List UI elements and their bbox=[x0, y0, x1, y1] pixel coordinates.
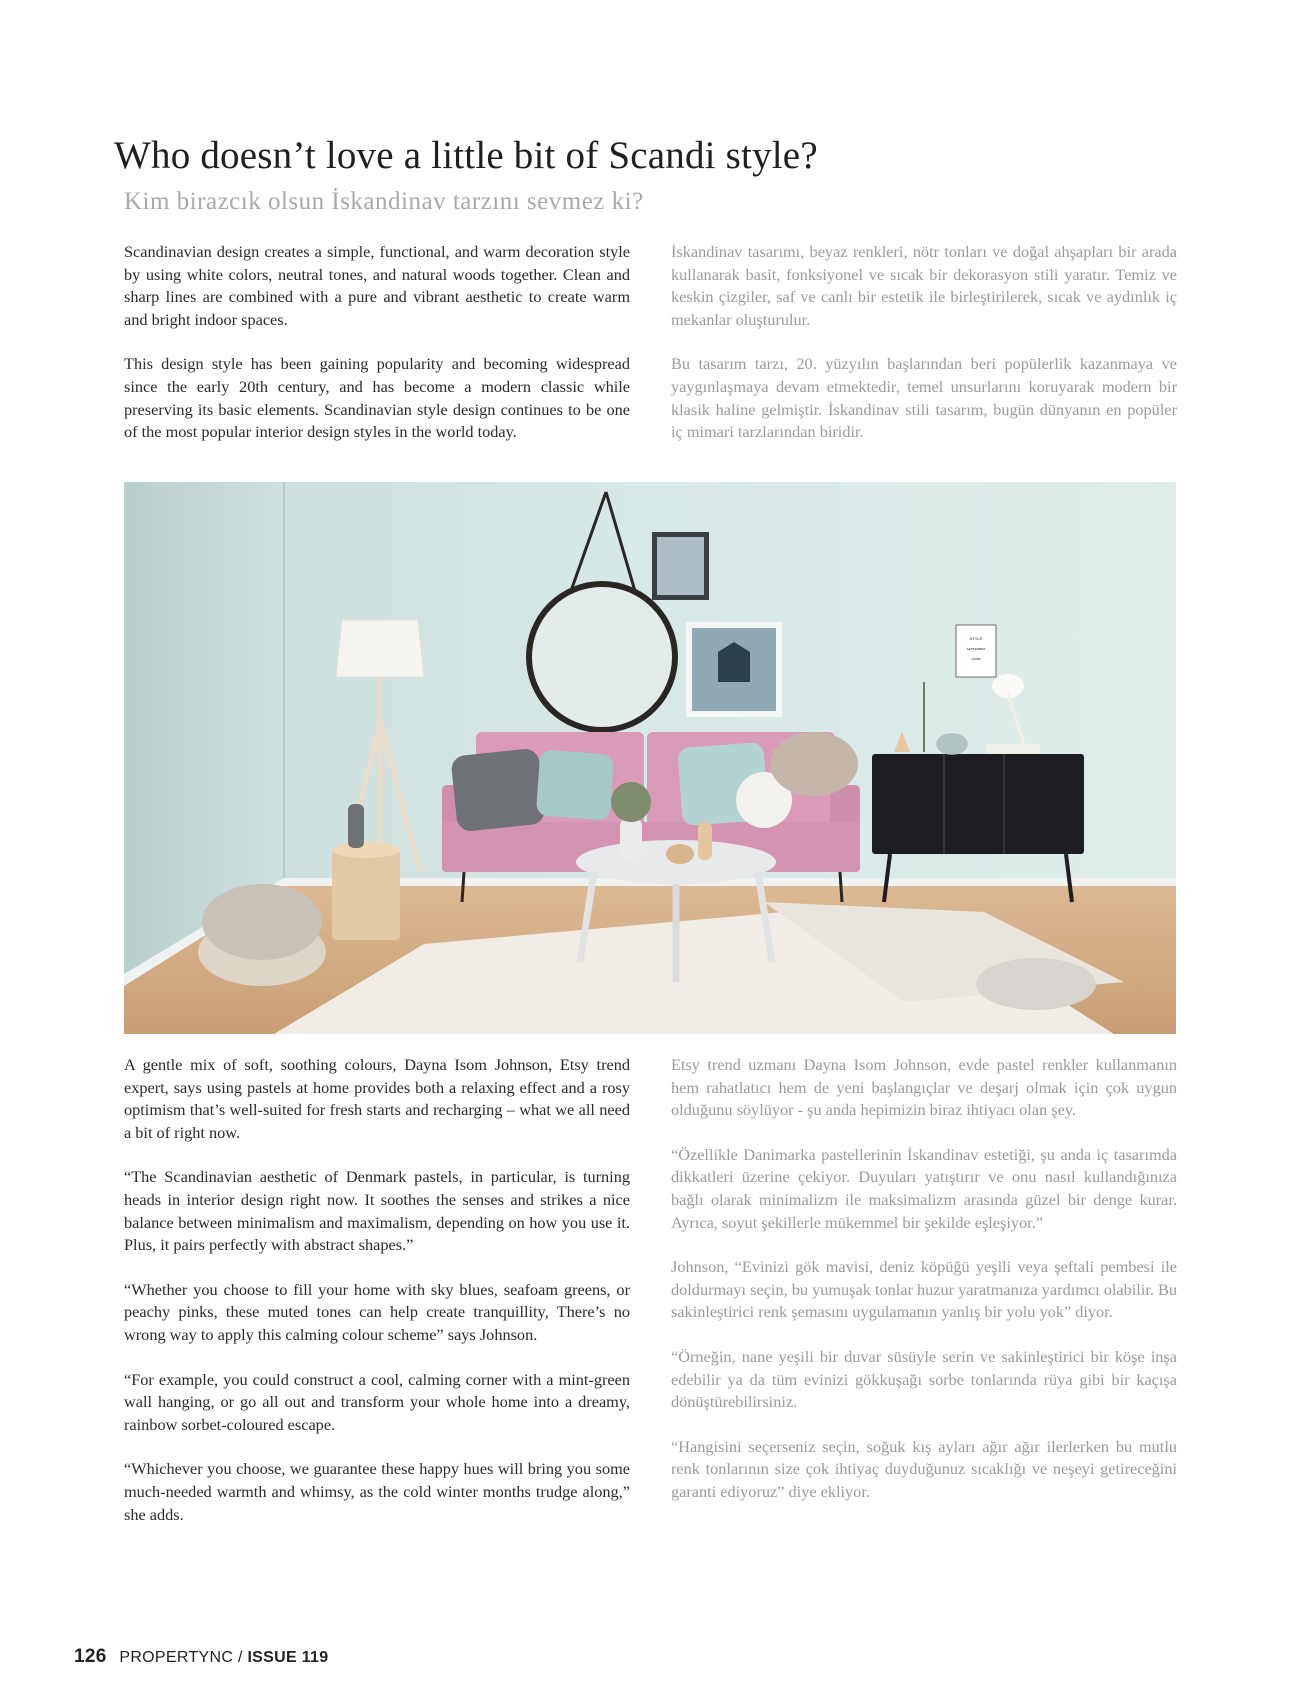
body-column-en bbox=[124, 1054, 630, 1548]
body-paragraph-en: A gentle mix of soft, soothing colours, Dayna Isom Johnson, Etsy trend expert, says using pastels at home provides both a relaxing effect and a rosy optimism that’s well-suited for fresh starts and recharging – what we all need a bit of right now. bbox=[124, 1055, 630, 1142]
body-paragraph-tr: “Örneğin, nane yeşili bir duvar süsüyle serin ve sakinleştirici bir köşe inşa edebilir ya da tüm evinizi gökkuşağı sorbe tonlarında rüya gibi bir kaçışa dönüştürebilirsiniz. bbox=[671, 1346, 1177, 1412]
body-paragraph-en: “The Scandinavian aesthetic of Denmark pastels, in particular, is turning heads in interior design right now. It soothes the senses and strikes a nice balance between minimalism and maximalism, depending on how you use it. Plus, it pairs perfectly with abstract shapes.” bbox=[124, 1167, 630, 1255]
body-paragraph-tr: “Hangisini seçerseniz seçin, soğuk kış ayları ağır ağır ilerlerken bu mutlu renk tonlarının size çok ihtiyaç duyduğunuz sıcaklığı ve neşeyi getireceğini garanti ediyoruz” diye ekliyor. bbox=[671, 1436, 1177, 1501]
intro-paragraph-en: Scandinavian design creates a simple, functional, and warm decoration style by using white colors, neutral tones, and natural woods together. Clean and sharp lines are combined with a pure and vibrant aesthetic to create warm and bright indoor spaces. bbox=[124, 242, 630, 329]
body-paragraph-tr: Etsy trend uzmanı Dayna Isom Johnson, evde pastel renkler kullanmanın hem rahatlatıcı hem de yeni başlangıçlar ve deşarj olmak için çok uygun olduğunu söylüyor - şu anda hepimizin biraz ihtiyacı olan şey. bbox=[671, 1055, 1177, 1120]
intro-paragraph-en: This design style has been gaining popularity and becoming widespread since the early 20th century, and has become a modern classic while preserving its basic elements. Scandinavian style design continues to be one of the most popular interior design styles in the world today. bbox=[124, 354, 630, 442]
intro-paragraph-tr: Bu tasarım tarzı, 20. yüzyılın başlarından beri popülerlik kazanmaya ve yaygınlaşmaya devam etmektedir, temel unsurlarını koruyarak modern bir klasik haline gelmiştir. İskandinav stili tasarım, bugün dünyanın en popüler iç mimari tarzlarından biridir. bbox=[671, 354, 1177, 442]
body-paragraph-en: “Whether you choose to fill your home with sky blues, seafoam greens, or peachy pinks, these muted tones can help create tranquillity, There’s no wrong way to apply this calming colour scheme” says Johnson. bbox=[124, 1279, 630, 1344]
article-title: Who doesn’t love a little bit of Scandi style? bbox=[114, 134, 818, 177]
body-paragraph-en: “For example, you could construct a cool, calming corner with a mint-green wall hanging, or go all out and transform your whole home into a dreamy, rainbow sorbet-coloured escape. bbox=[124, 1369, 630, 1434]
body-paragraph-tr: Johnson, “Evinizi gök mavisi, deniz köpüğü yeşili veya şeftali pembesi ile doldurmayı seçin, bu yumuşak tonlar huzur yaratmanıza yardımcı olabilir. Bu sakinleştirici renk şemasını uygulamanın yanlış bir yolu yok” diyor. bbox=[671, 1257, 1177, 1322]
article-subtitle-tr: Kim birazcık olsun İskandinav tarzını sevmez ki? bbox=[124, 188, 644, 215]
living-room-photo bbox=[124, 482, 1176, 1034]
page-number: 126 bbox=[74, 1646, 107, 1667]
body-paragraph-en: “Whichever you choose, we guarantee these happy hues will bring you some much-needed warmth and whimsy, as the cold winter months trudge along,” she adds. bbox=[124, 1459, 630, 1524]
intro-column-tr bbox=[671, 241, 1177, 466]
magazine-name: PROPERTYNC / bbox=[119, 1649, 243, 1666]
intro-column-en bbox=[124, 241, 630, 466]
poster-line: STYLE bbox=[969, 636, 983, 641]
body-paragraph-tr: “Özellikle Danimarka pastellerinin İskandinav estetiği, şu anda iç tasarımda dikkatleri üzerine çekiyor. Duyuları yatıştırır ve onu nasıl kullandığınıza bağlı olarak minimalizm ile maksimalizm arasında güzel bir denge kurar. Ayrıca, soyut şekillerle mükemmel bir şekilde eşleşiyor.” bbox=[671, 1144, 1177, 1232]
poster-line: SEPTEMBER bbox=[966, 647, 986, 651]
issue-number: ISSUE 119 bbox=[247, 1649, 329, 1666]
body-column-tr bbox=[671, 1054, 1177, 1526]
intro-paragraph-tr: İskandinav tasarımı, beyaz renkleri, nötr tonları ve doğal ahşapları bir arada kullanarak basit, fonksiyonel ve sıcak bir dekorasyon stili yaratır. Temiz ve keskin çizgiler, saf ve canlı bir estetik ile birleştirilerek, sıcak ve aydınlık iç mekanlar oluşturulur. bbox=[671, 242, 1177, 329]
poster-line: HOME bbox=[971, 657, 981, 661]
page-footer bbox=[74, 1646, 328, 1668]
